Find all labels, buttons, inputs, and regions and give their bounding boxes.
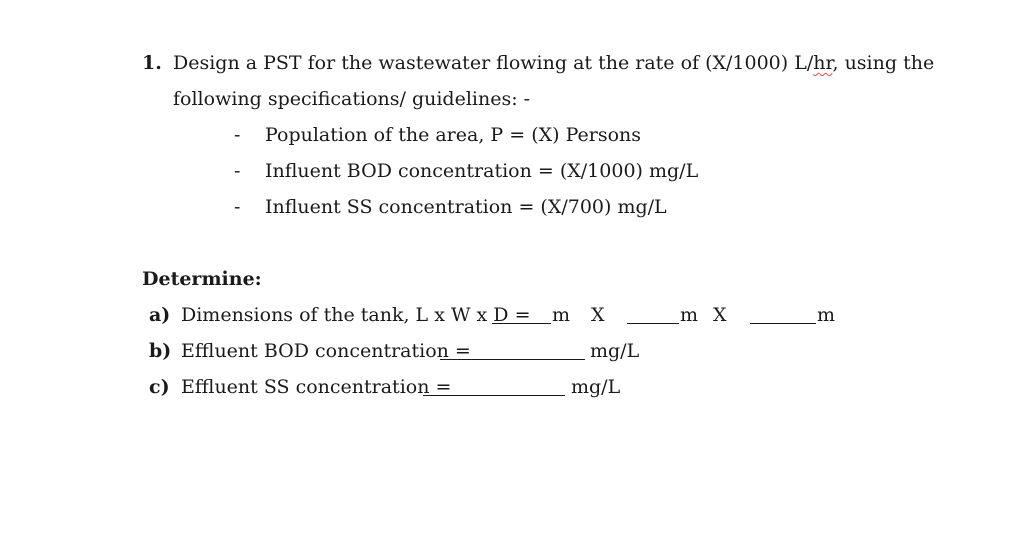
question-text-line-1 <box>173 52 935 74</box>
spellcheck-flagged-word: hr <box>813 52 833 74</box>
bullet-dash: - <box>234 196 241 218</box>
item-c-label: c) <box>149 376 170 398</box>
answer-blank-effluent-ss[interactable] <box>423 394 565 396</box>
question-text-line-2: following specifications/ guidelines: - <box>173 88 531 110</box>
item-c-unit: mg/L <box>571 376 621 398</box>
item-a-text: Dimensions of the tank, L x W x D = <box>181 304 531 326</box>
bullet-dash: - <box>234 124 241 146</box>
bullet-population: Population of the area, P = (X) Persons <box>265 124 642 146</box>
question-text-after: , using the <box>832 52 935 74</box>
answer-blank-length[interactable] <box>492 322 551 324</box>
bullet-influent-bod: Influent BOD concentration = (X/1000) mg/L <box>265 160 699 182</box>
item-a-unit-2: m <box>680 304 699 326</box>
question-text-before: Design a PST for the wastewater flowing at the rate of (X/1000) L/ <box>173 52 814 74</box>
item-c-text: Effluent SS concentration = <box>181 376 452 398</box>
item-b-label: b) <box>149 340 172 362</box>
determine-heading: Determine: <box>142 268 262 290</box>
bullet-dash: - <box>234 160 241 182</box>
bullet-influent-ss: Influent SS concentration = (X/700) mg/L <box>265 196 667 218</box>
item-a-label: a) <box>149 304 171 326</box>
item-a-separator-2: X <box>713 304 727 326</box>
question-number: 1. <box>142 52 162 74</box>
item-b-text: Effluent BOD concentration = <box>181 340 471 362</box>
item-a-unit-3: m <box>817 304 836 326</box>
answer-blank-width[interactable] <box>627 322 679 324</box>
item-a-unit-1: m <box>552 304 571 326</box>
item-a-separator-1: X <box>591 304 605 326</box>
item-b-unit: mg/L <box>590 340 640 362</box>
answer-blank-effluent-bod[interactable] <box>440 358 585 360</box>
answer-blank-depth[interactable] <box>750 322 816 324</box>
